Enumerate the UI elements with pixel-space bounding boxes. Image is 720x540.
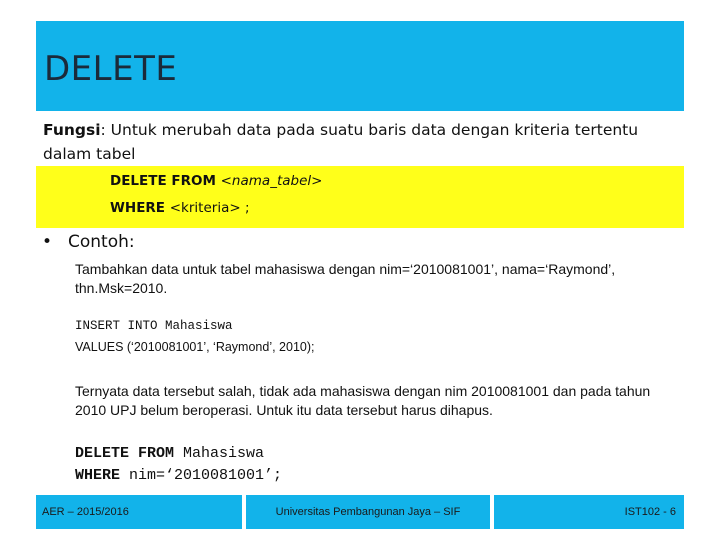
delete-from-keyword: DELETE FROM [75,445,175,462]
syntax-delete-keyword: DELETE FROM [110,173,221,189]
where-condition: nim=‘2010081001’; [120,467,283,484]
syntax-where-keyword: WHERE [110,200,170,216]
values-statement: VALUES (‘2010081001’, ‘Raymond’, 2010); [75,340,315,354]
delete-statement-line1 [75,445,264,462]
example-intro: Tambahkan data untuk tabel mahasiswa dengan nim=‘2010081001’, nama=‘Raymond’, thn.Msk=2010. [75,261,616,296]
example-explanation: Ternyata data tersebut salah, tidak ada mahasiswa dengan nim 2010081001 dan pada tahun 2010 UPJ belum beroperasi. Untuk itu data tersebut harus dihapus. [75,383,651,418]
bullet-icon: • [42,232,53,252]
where-keyword: WHERE [75,467,121,484]
syntax-criteria-arg: <kriteria> ; [169,200,250,216]
insert-statement: INSERT INTO Mahasiswa [75,319,233,333]
bullet-contoh [42,232,135,252]
slide-title: DELETE [44,49,178,89]
footer-page-number: IST102 - 6 [494,495,684,529]
fungsi-text: : Untuk merubah data pada suatu baris data dengan kriteria tertentu dalam tabel [43,121,639,163]
syntax-line-delete [110,173,322,189]
fungsi-label: Fungsi [43,121,101,139]
syntax-highlight-box [36,166,684,228]
fungsi-description [43,118,683,166]
delete-table-name: Mahasiswa [174,445,265,462]
title-bar [36,21,684,111]
footer-institution: Universitas Pembangunan Jaya – SIF [246,495,490,529]
footer-author: AER – 2015/2016 [36,495,242,529]
syntax-line-where [110,200,250,216]
syntax-table-arg: <nama_tabel> [220,173,323,189]
delete-statement-line2 [75,467,282,484]
bullet-label: Contoh: [68,232,135,252]
